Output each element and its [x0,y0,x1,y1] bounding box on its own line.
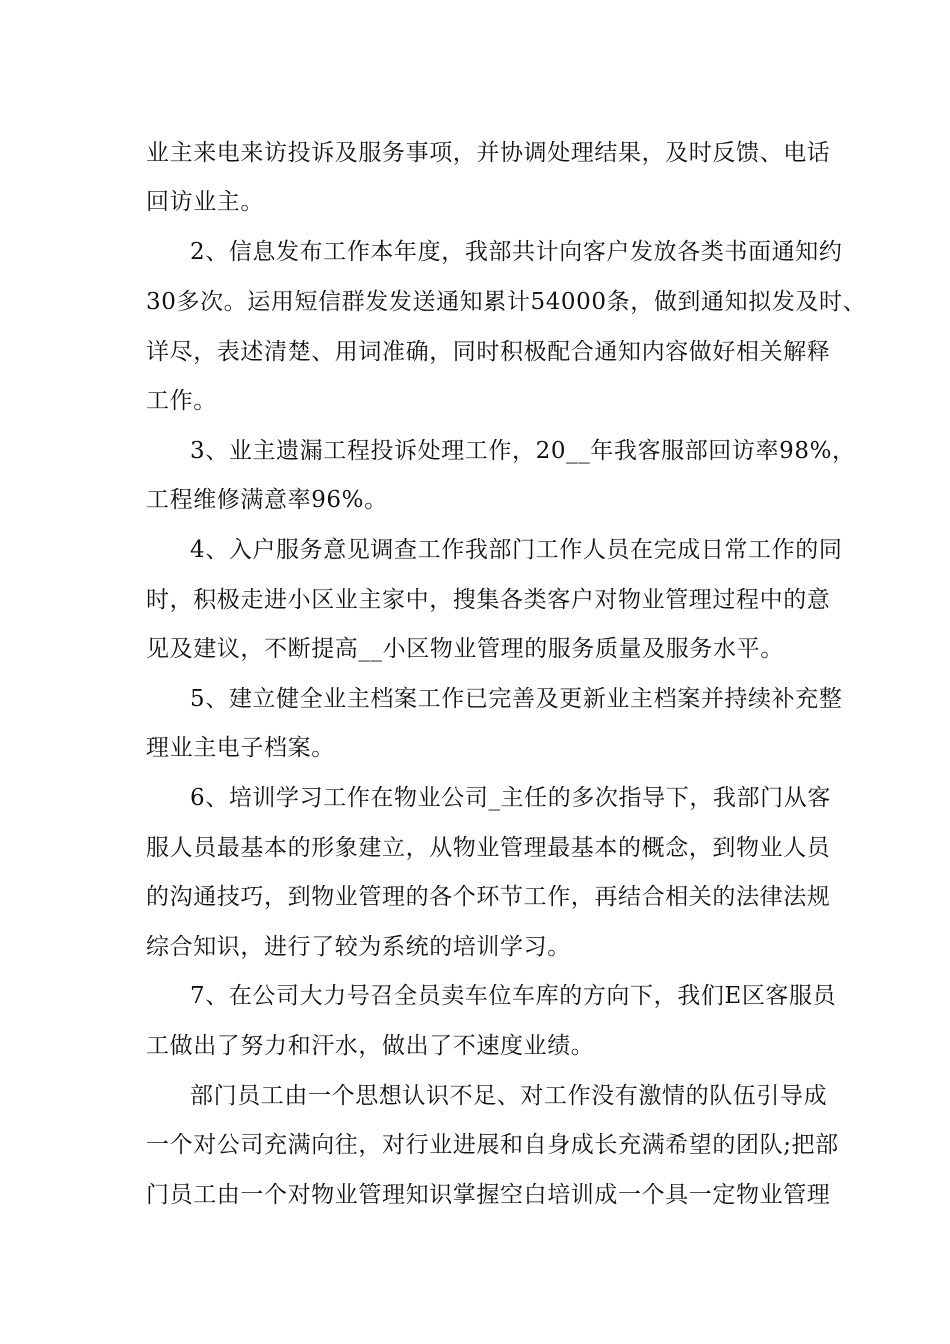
text-line: 4、入户服务意见调查工作我部门工作人员在完成日常工作的同 [190,537,843,563]
text-line: 详尽，表述清楚、用词准确，同时积极配合通知内容做好相关解释 [146,339,831,365]
text-line: 时，积极走进小区业主家中，搜集各类客户对物业管理过程中的意 [146,587,831,613]
text-line: 工作。 [146,388,217,414]
text-line: 部门员工由一个思想认识不足、对工作没有激情的队伍引导成 [190,1083,828,1109]
text-line: 服人员最基本的形象建立，从物业管理最基本的概念，到物业人员 [146,835,831,861]
text-line: 工程维修满意率96%。 [146,487,388,513]
text-line: 2、信息发布工作本年度，我部共计向客户发放各类书面通知约 [190,239,843,265]
text-line: 理业主电子档案。 [146,735,335,761]
text-line: 的沟通技巧，到物业管理的各个环节工作，再结合相关的法律法规 [146,884,831,910]
text-line: 综合知识，进行了较为系统的培训学习。 [146,934,571,960]
text-line: 门员工由一个对物业管理知识掌握空白培训成一个具一定物业管理 [146,1182,831,1208]
text-line: 见及建议，不断提高__小区物业管理的服务质量及服务水平。 [146,636,784,662]
text-line: 工做出了努力和汗水，做出了不速度业绩。 [146,1033,595,1059]
text-line: 6、培训学习工作在物业公司_主任的多次指导下，我部门从客 [190,785,831,811]
text-line: 一个对公司充满向往，对行业进展和自身成长充满希望的团队;把部 [146,1132,839,1158]
text-line: 业主来电来访投诉及服务事项，并协调处理结果，及时反馈、电话 [146,140,831,166]
text-line: 回访业主。 [146,189,264,215]
text-line: 30多次。运用短信群发发送通知累计54000条，做到通知拟发及时、 [146,289,867,315]
text-line: 3、业主遗漏工程投诉处理工作，20__年我客服部回访率98%， [190,438,856,464]
text-line: 5、建立健全业主档案工作已完善及更新业主档案并持续补充整 [190,686,843,712]
text-line: 7、在公司大力号召全员卖车位车库的方向下，我们E区客服员 [190,983,837,1009]
